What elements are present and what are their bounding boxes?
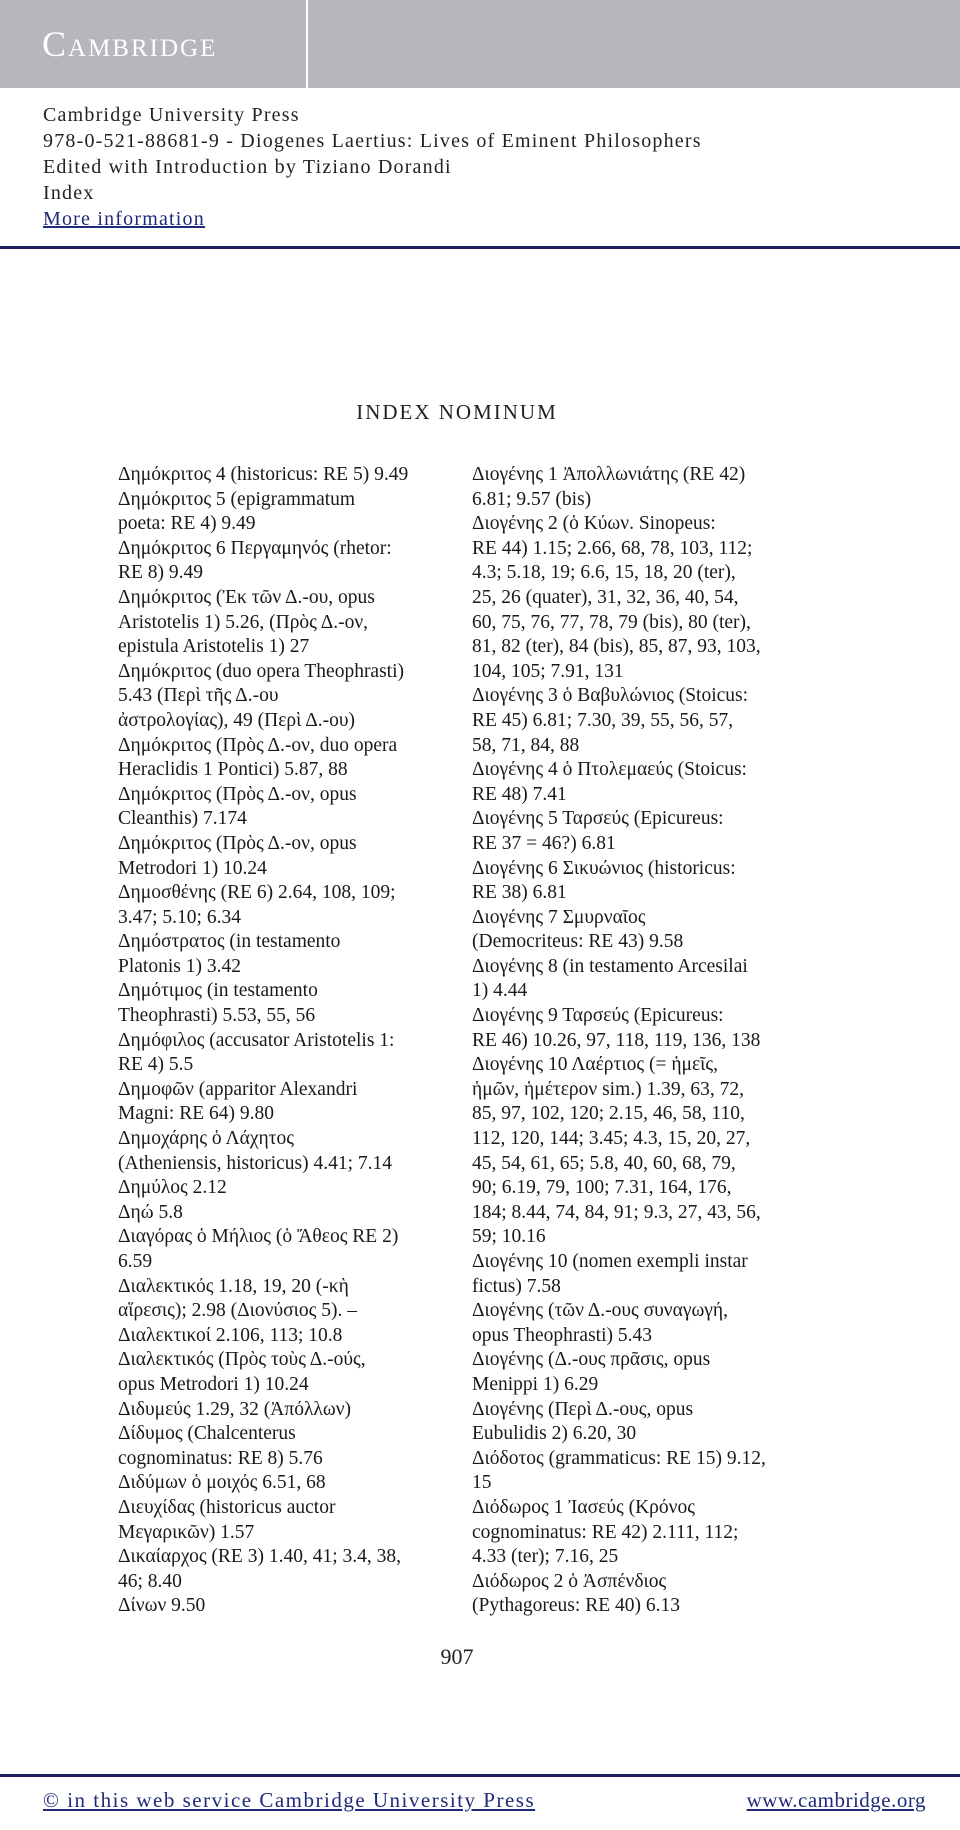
index-entry-line: Διογένης 4 ὁ Πτολεμαεύς (Stoicus: xyxy=(472,759,747,781)
index-entry-line: Magni: RE 64) 9.80 xyxy=(118,1103,274,1125)
index-entry-line: Διογένης 7 Σμυρναῖος xyxy=(472,906,646,928)
index-entry-line: Δημόκριτος (duo opera Theophrasti) xyxy=(118,660,405,682)
index-entry-line: 45, 54, 61, 65; 5.8, 40, 60, 68, 79, xyxy=(472,1152,736,1174)
index-entry xyxy=(472,857,817,906)
index-entry-line: 184; 8.44, 74, 84, 91; 9.3, 27, 43, 56, xyxy=(472,1201,761,1223)
index-entry-line: Διογένης (Περὶ Δ.-ους, opus xyxy=(472,1398,694,1420)
index-entry-line: Δημόκριτος (Πρὸς Δ.-ον, duo opera xyxy=(118,734,398,756)
index-entry-line: Διδυμεύς 1.29, 32 (Ἀπόλλων) xyxy=(118,1398,352,1420)
index-entry xyxy=(118,660,458,734)
index-entry-line: 46; 8.40 xyxy=(118,1570,182,1592)
index-entry-line: Διαλεκτικός 1.18, 19, 20 (-κὴ xyxy=(118,1275,349,1297)
index-entry-line: Eubulidis 2) 6.20, 30 xyxy=(472,1423,637,1445)
index-entry xyxy=(472,684,817,758)
index-entry xyxy=(472,1398,817,1447)
index-entry xyxy=(472,1348,817,1397)
index-entry xyxy=(472,1053,817,1250)
index-entry-line: Διόδωρος 2 ὁ Ἀσπένδιος xyxy=(472,1570,667,1592)
index-entry xyxy=(472,1299,817,1348)
index-entry-line: 59; 10.16 xyxy=(472,1226,546,1248)
index-entry xyxy=(118,1127,458,1176)
index-entry-line: Διογένης 3 ὁ Βαβυλώνιος (Stoicus: xyxy=(472,685,749,707)
index-entry-line: Διογένης 1 Ἀπολλωνιάτης (RE 42) xyxy=(472,464,746,485)
index-entry xyxy=(472,955,817,1004)
index-entry xyxy=(118,1225,458,1274)
index-entry-line: (Pythagoreus: RE 40) 6.13 xyxy=(472,1595,680,1617)
index-entry-line: Διόδωρος 1 Ἰασεύς (Κρόνος xyxy=(472,1496,695,1518)
header-bar xyxy=(0,0,960,88)
index-entry-line: RE 44) 1.15; 2.66, 68, 78, 103, 112; xyxy=(472,537,753,559)
index-entry-line: ἀστρολογίας), 49 (Περὶ Δ.-ου) xyxy=(118,709,356,731)
index-entry xyxy=(472,906,817,955)
index-entry-line: Δημοχάρης ὁ Λάχητος xyxy=(118,1128,294,1150)
index-entry-line: opus Theophrasti) 5.43 xyxy=(472,1324,652,1346)
index-entry-line: (Democriteus: RE 43) 9.58 xyxy=(472,931,684,953)
index-entry xyxy=(118,1594,458,1619)
index-entry xyxy=(118,1422,458,1471)
index-entry xyxy=(472,1250,817,1299)
index-entry-line: Δημόκριτος (Πρὸς Δ.-ον, opus xyxy=(118,783,357,805)
index-entry-line: Διογένης 10 Λαέρτιος (= ἡμεῖς, xyxy=(472,1054,719,1076)
index-entry-line: RE 4) 5.5 xyxy=(118,1054,194,1076)
index-entry-line: 6.59 xyxy=(118,1251,153,1272)
index-entry-line: Δημοφῶν (apparitor Alexandri xyxy=(118,1078,358,1100)
footer-rule xyxy=(0,1774,960,1777)
index-entry-line: Δημόκριτος (Πρὸς Δ.-ον, opus xyxy=(118,832,357,854)
index-entry-line: 58, 71, 84, 88 xyxy=(472,734,580,756)
copyright-link[interactable]: © in this web service Cambridge University Press xyxy=(43,1788,536,1812)
index-entry-line: 81, 82 (ter), 84 (bis), 85, 87, 93, 103, xyxy=(472,636,761,658)
index-entry-line: Δημόστρατος (in testamento xyxy=(118,931,341,953)
book-metadata xyxy=(43,102,923,232)
index-entry-line: Δημόκριτος 4 (historicus: RE 5) 9.49 xyxy=(118,464,409,485)
index-entry-line: 1) 4.44 xyxy=(472,980,528,1002)
index-entry-line: Διδύμων ὁ μοιχός 6.51, 68 xyxy=(118,1472,326,1494)
index-entry-line: Διογένης 6 Σικυώνιος (historicus: xyxy=(472,857,736,879)
index-entry xyxy=(472,1496,817,1570)
editor-line: Edited with Introduction by Tiziano Dorandi xyxy=(43,156,452,178)
index-entry-line: RE 38) 6.81 xyxy=(472,882,567,904)
index-entry xyxy=(118,881,458,930)
index-entry-line: Διογένης 2 (ὁ Κύων. Sinopeus: xyxy=(472,513,716,535)
index-entry-line: Theophrasti) 5.53, 55, 56 xyxy=(118,1005,316,1027)
index-entry-line: Δημόκριτος 5 (epigrammatum xyxy=(118,488,356,510)
index-entry-line: 15 xyxy=(472,1472,492,1494)
index-entry-line: 25, 26 (quater), 31, 32, 36, 40, 54, xyxy=(472,586,739,608)
index-entry-line: Διογένης 10 (nomen exempli instar xyxy=(472,1251,748,1272)
index-entry-line: Δημύλος 2.12 xyxy=(118,1177,227,1199)
index-entry-line: fictus) 7.58 xyxy=(472,1275,561,1297)
index-entry-line: 60, 75, 76, 77, 78, 79 (bis), 80 (ter), xyxy=(472,611,751,633)
index-entry-line: cognominatus: RE 8) 5.76 xyxy=(118,1447,323,1469)
section-name: Index xyxy=(43,182,95,204)
index-entry-line: 90; 6.19, 79, 100; 7.31, 164, 176, xyxy=(472,1177,732,1199)
index-entry-line: Δημότιμος (in testamento xyxy=(118,980,318,1002)
index-entry-line: RE 45) 6.81; 7.30, 39, 55, 56, 57, xyxy=(472,709,734,731)
index-title: INDEX NOMINUM xyxy=(356,400,558,424)
publisher-logo: Cambridge xyxy=(42,24,218,64)
index-entry-line: Platonis 1) 3.42 xyxy=(118,955,241,977)
index-entry-line: Δίνων 9.50 xyxy=(118,1595,206,1617)
index-entry xyxy=(118,463,458,488)
index-entry xyxy=(118,832,458,881)
index-entry xyxy=(118,488,458,537)
index-entry xyxy=(118,1275,458,1349)
index-entry-line: Διόδοτος (grammaticus: RE 15) 9.12, xyxy=(472,1447,766,1469)
publisher-name: Cambridge University Press xyxy=(43,104,300,126)
index-entry xyxy=(118,1029,458,1078)
index-entry-line: RE 48) 7.41 xyxy=(472,783,567,805)
index-entry-line: epistula Aristotelis 1) 27 xyxy=(118,636,310,658)
index-entry-line: (Atheniensis, historicus) 4.41; 7.14 xyxy=(118,1152,393,1174)
index-entry-line: RE 37 = 46?) 6.81 xyxy=(472,832,616,854)
index-entry-line: opus Metrodori 1) 10.24 xyxy=(118,1373,309,1395)
index-entry-line: Heraclidis 1 Pontici) 5.87, 88 xyxy=(118,759,348,781)
index-entry-line: αἵρεσις); 2.98 (Διονύσιος 5). – xyxy=(118,1300,357,1322)
index-entry-line: 3.47; 5.10; 6.34 xyxy=(118,906,241,928)
index-entry xyxy=(118,930,458,979)
more-information-link[interactable]: More information xyxy=(43,208,205,230)
index-entry xyxy=(118,1176,458,1201)
index-entry xyxy=(472,758,817,807)
index-entry-line: Διογένης 8 (in testamento Arcesilai xyxy=(472,955,748,977)
index-entry xyxy=(118,1348,458,1397)
index-entry-line: cognominatus: RE 42) 2.111, 112; xyxy=(472,1521,739,1543)
index-entry-line: Διευχίδας (historicus auctor xyxy=(118,1496,336,1518)
index-entry-line: Διογένης 9 Ταρσεύς (Epicureus: xyxy=(472,1005,724,1027)
index-entry-line: Διαγόρας ὁ Μήλιος (ὁ Ἄθεος RE 2) xyxy=(118,1226,399,1248)
index-entry xyxy=(472,512,817,684)
index-entry-line: Δίδυμος (Chalcenterus xyxy=(118,1423,296,1445)
index-entry-line: Διαλεκτικός (Πρὸς τοὺς Δ.-ούς, xyxy=(118,1349,366,1371)
index-entry-line: Διογένης (τῶν Δ.-ους συναγωγή, xyxy=(472,1300,728,1322)
index-entry-line: poeta: RE 4) 9.49 xyxy=(118,513,256,535)
index-entry-line: 104, 105; 7.91, 131 xyxy=(472,660,624,682)
index-entry xyxy=(118,1545,458,1594)
index-entry-line: Διαλεκτικοί 2.106, 113; 10.8 xyxy=(118,1324,343,1346)
index-entry-line: 4.3; 5.18, 19; 6.6, 15, 18, 20 (ter), xyxy=(472,562,736,584)
index-entry xyxy=(472,463,817,512)
header-rule xyxy=(0,246,960,249)
index-entry-line: Δημοσθένης (RE 6) 2.64, 108, 109; xyxy=(118,882,396,904)
page-number: 907 xyxy=(440,1644,474,1669)
index-entry-line: Δημόκριτος 6 Περγαμηνός (rhetor: xyxy=(118,537,392,559)
index-entry xyxy=(118,979,458,1028)
index-entry xyxy=(118,1398,458,1423)
index-entry-line: Menippi 1) 6.29 xyxy=(472,1373,599,1395)
index-entry xyxy=(472,1004,817,1053)
index-entry xyxy=(118,1078,458,1127)
index-entry xyxy=(118,586,458,660)
index-entry-line: Cleanthis) 7.174 xyxy=(118,808,247,830)
index-entry-line: Metrodori 1) 10.24 xyxy=(118,857,267,879)
index-entry-line: Δημόκριτος (Ἐκ τῶν Δ.-ου, opus xyxy=(118,586,375,608)
index-column-right xyxy=(472,463,817,1619)
header-divider xyxy=(306,0,308,88)
index-entry-line: Δηώ 5.8 xyxy=(118,1201,183,1223)
index-entry-line: 4.33 (ter); 7.16, 25 xyxy=(472,1546,619,1568)
index-entry xyxy=(118,537,458,586)
index-entry-line: 112, 120, 144; 3.45; 4.3, 15, 20, 27, xyxy=(472,1128,751,1150)
index-entry-line: Διογένης 5 Ταρσεύς (Epicureus: xyxy=(472,808,724,830)
index-entry xyxy=(472,1447,817,1496)
index-entry-line: Διογένης (Δ.-ους πρᾶσις, opus xyxy=(472,1349,711,1371)
index-entry xyxy=(118,783,458,832)
index-entry-line: Μεγαρικῶν) 1.57 xyxy=(118,1521,255,1543)
index-entry xyxy=(472,1570,817,1619)
index-entry xyxy=(118,1496,458,1545)
index-entry xyxy=(472,807,817,856)
index-entry-line: Δικαίαρχος (RE 3) 1.40, 41; 3.4, 38, xyxy=(118,1546,401,1568)
book-title: 978-0-521-88681-9 - Diogenes Laertius: Lives of Eminent Philosophers xyxy=(43,130,702,152)
index-entry-line: RE 8) 9.49 xyxy=(118,562,204,584)
index-entry-line: 85, 97, 102, 120; 2.15, 46, 58, 110, xyxy=(472,1103,745,1125)
index-entry xyxy=(118,734,458,783)
website-link[interactable]: www.cambridge.org xyxy=(746,1788,926,1812)
index-entry xyxy=(118,1471,458,1496)
index-entry-line: 5.43 (Περὶ τῆς Δ.-ου xyxy=(118,685,279,707)
index-entry-line: 6.81; 9.57 (bis) xyxy=(472,488,592,510)
index-entry-line: RE 46) 10.26, 97, 118, 119, 136, 138 xyxy=(472,1029,761,1051)
index-entry-line: ἡμῶν, ἡμέτερον sim.) 1.39, 63, 72, xyxy=(472,1078,745,1100)
index-column-left xyxy=(118,463,458,1619)
index-entry-line: Δημόφιλος (accusator Aristotelis 1: xyxy=(118,1029,395,1051)
index-entry xyxy=(118,1201,458,1226)
index-entry-line: Aristotelis 1) 5.26, (Πρὸς Δ.-ον, xyxy=(118,611,369,633)
